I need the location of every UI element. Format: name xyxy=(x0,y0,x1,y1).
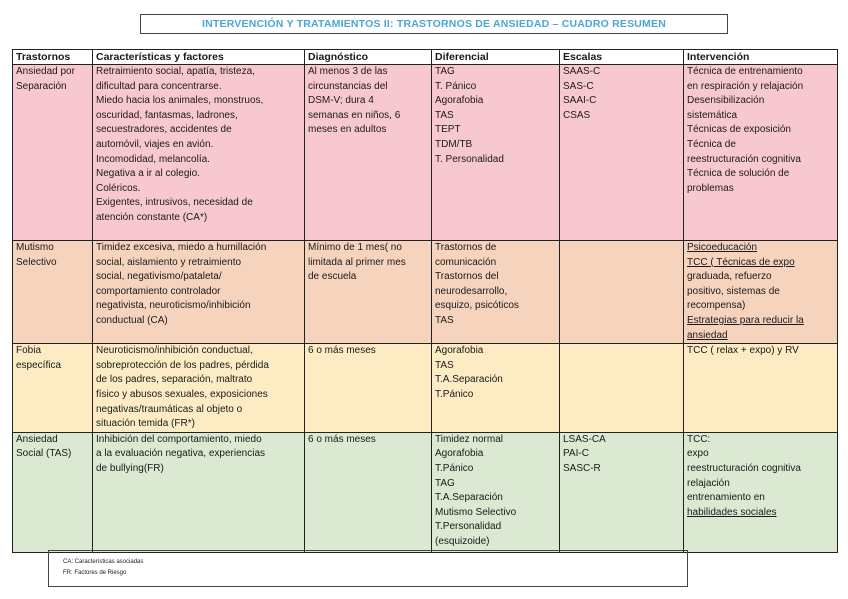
cell-line: SAS-C xyxy=(563,80,594,92)
cell-differential xyxy=(432,344,560,433)
cell-line: entrenamiento en xyxy=(687,492,765,504)
cell-line: Mínimo de 1 mes( no xyxy=(308,242,402,253)
cell-diagnosis xyxy=(305,344,432,433)
cell-disorder xyxy=(13,241,93,344)
cell-line: positivo, sistemas de xyxy=(687,285,780,297)
cell-line: Desensibilización xyxy=(687,95,765,107)
cell-line: DSM-V; dura 4 xyxy=(308,95,374,107)
cell-diagnosis xyxy=(305,432,432,552)
header-diferencial: Diferencial xyxy=(432,50,560,65)
cell-line: Agorafobia xyxy=(435,345,484,357)
cell-diagnosis xyxy=(305,241,432,344)
cell-line: atención constante (CA*) xyxy=(96,211,208,223)
cell-line: SAAI-C xyxy=(563,95,597,107)
cell-intervention xyxy=(684,65,838,241)
cell-line: SASC-R xyxy=(563,462,601,474)
footnotes-box xyxy=(48,550,688,587)
cell-line: 6 o más meses xyxy=(308,345,376,357)
cell-line: PAI-C xyxy=(563,448,589,460)
cell-line: situación temida (FR*) xyxy=(96,418,195,430)
cell-line: Mutismo xyxy=(16,242,54,253)
cell-line: Al menos 3 de las xyxy=(308,66,388,77)
table-row xyxy=(13,65,838,241)
cell-line: Social (TAS) xyxy=(16,448,72,460)
cell-line: sobreprotección de los padres, pérdida xyxy=(96,359,269,371)
cell-line: recompensa) xyxy=(687,300,746,312)
cell-intervention xyxy=(684,432,838,552)
cell-line: social, aislamiento y retraimiento xyxy=(96,256,242,268)
document-title: INTERVENCIÓN Y TRATAMIENTOS II: TRASTORNOS DE ANSIEDAD – CUADRO RESUMEN xyxy=(140,14,728,34)
cell-line: TCC ( Técnicas de expo xyxy=(687,256,795,268)
cell-line: Fobia xyxy=(16,345,42,357)
cell-line: automóvil, viajes en avión. xyxy=(96,138,214,150)
cell-line: Negativa a ir al colegio. xyxy=(96,168,200,180)
cell-line: Timidez normal xyxy=(435,433,503,445)
cell-line: T.A.Separación xyxy=(435,492,503,504)
cell-line: físico y abusos sexuales, exposiciones xyxy=(96,388,268,400)
cell-line: habilidades sociales xyxy=(687,506,777,518)
table-header-row xyxy=(13,50,838,65)
cell-features xyxy=(93,241,305,344)
cell-line: T.Personalidad xyxy=(435,521,502,533)
header-escalas: Escalas xyxy=(560,50,684,65)
header-caracteristicas: Características y factores xyxy=(93,50,305,65)
cell-line: Mutismo Selectivo xyxy=(435,506,517,518)
cell-line: ansiedad xyxy=(687,329,728,341)
cell-line: Separación xyxy=(16,80,67,92)
cell-line: específica xyxy=(16,359,62,371)
cell-diagnosis xyxy=(305,65,432,241)
cell-line: TAS xyxy=(435,314,454,326)
cell-line: social, negativismo/pataleta/ xyxy=(96,271,222,283)
cell-line: negativas/traumáticas al objeto o xyxy=(96,403,243,415)
cell-features xyxy=(93,65,305,241)
cell-line: secuestradores, accidentes de xyxy=(96,124,232,136)
cell-line: TCC ( relax + expo) y RV xyxy=(687,345,799,357)
cell-line: TAG xyxy=(435,66,455,77)
cell-line: TAS xyxy=(435,359,454,371)
cell-disorder xyxy=(13,432,93,552)
cell-line: graduada, refuerzo xyxy=(687,271,772,283)
cell-line: Incomodidad, melancolía. xyxy=(96,153,210,165)
cell-line: comportamiento controlador xyxy=(96,285,221,297)
cell-line: Retraimiento social, apatía, tristeza, xyxy=(96,66,255,77)
cell-line: Selectivo xyxy=(16,256,57,268)
cell-scales xyxy=(560,432,684,552)
cell-line: Estrategias para reducir la xyxy=(687,314,804,326)
cell-line: T.Pánico xyxy=(435,388,474,400)
cell-line: T. Personalidad xyxy=(435,153,504,165)
cell-line: Inhibición del comportamiento, miedo xyxy=(96,433,262,445)
cell-line: reestructuración cognitiva xyxy=(687,153,801,165)
cell-line: neurodesarrollo, xyxy=(435,285,508,297)
cell-line: esquizo, psicóticos xyxy=(435,300,519,312)
cell-intervention xyxy=(684,241,838,344)
cell-line: TDM/TB xyxy=(435,138,473,150)
cell-line: Ansiedad xyxy=(16,433,58,445)
cell-line: Neuroticismo/inhibición conductual, xyxy=(96,345,253,357)
cell-line: T.Pánico xyxy=(435,462,474,474)
cell-line: T.A.Separación xyxy=(435,374,503,386)
cell-line: conductual (CA) xyxy=(96,314,168,326)
cell-scales xyxy=(560,344,684,433)
cell-line: relajación xyxy=(687,477,730,489)
cell-line: LSAS-CA xyxy=(563,433,606,445)
cell-disorder xyxy=(13,344,93,433)
footnote-fr: FR: Factores de Riesgo xyxy=(63,570,127,576)
cell-line: oscuridad, fantasmas, ladrones, xyxy=(96,109,238,121)
cell-line: Psicoeducación xyxy=(687,242,758,253)
cell-line: circunstancias del xyxy=(308,80,388,92)
cell-differential xyxy=(432,432,560,552)
cell-line: de los padres, separación, maltrato xyxy=(96,374,253,386)
cell-line: negativista, neuroticismo/inhibición xyxy=(96,300,251,312)
cell-line: TAS xyxy=(435,109,454,121)
table-row xyxy=(13,432,838,552)
cell-scales xyxy=(560,241,684,344)
cell-line: en respiración y relajación xyxy=(687,80,804,92)
cell-line: sistemática xyxy=(687,109,738,121)
cell-line: a la evaluación negativa, experiencias xyxy=(96,448,265,460)
cell-line: de bullying(FR) xyxy=(96,462,164,474)
cell-differential xyxy=(432,241,560,344)
cell-line: TCC: xyxy=(687,433,711,445)
header-trastornos: Trastornos xyxy=(13,50,93,65)
cell-line: de escuela xyxy=(308,271,357,283)
cell-line: Técnica de entrenamiento xyxy=(687,66,803,77)
cell-line: dificultad para concentrarse. xyxy=(96,80,222,92)
cell-differential xyxy=(432,65,560,241)
cell-line: Técnicas de exposición xyxy=(687,124,791,136)
header-diagnostico: Diagnóstico xyxy=(305,50,432,65)
cell-line: semanas en niños, 6 xyxy=(308,109,401,121)
cell-features xyxy=(93,344,305,433)
cell-scales xyxy=(560,65,684,241)
cell-features xyxy=(93,432,305,552)
cell-line: T. Pánico xyxy=(435,80,477,92)
cell-line: 6 o más meses xyxy=(308,433,376,445)
cell-line: SAAS-C xyxy=(563,66,601,77)
cell-line: expo xyxy=(687,448,709,460)
header-intervencion: Intervención xyxy=(684,50,838,65)
cell-line: Agorafobia xyxy=(435,95,484,107)
cell-line: (esquizoide) xyxy=(435,535,490,547)
cell-line: meses en adultos xyxy=(308,124,387,136)
cell-line: reestructuración cognitiva xyxy=(687,462,801,474)
cell-line: Timidez excesiva, miedo a humillación xyxy=(96,242,267,253)
cell-line: Trastornos de xyxy=(435,242,497,253)
cell-line: Ansiedad por xyxy=(16,66,75,77)
footnote-ca: CA: Características asociadas xyxy=(63,559,144,565)
cell-line: CSAS xyxy=(563,109,591,121)
cell-line: Trastornos del xyxy=(435,271,499,283)
cell-line: Exigentes, intrusivos, necesidad de xyxy=(96,197,253,209)
table-row xyxy=(13,344,838,433)
cell-line: problemas xyxy=(687,182,734,194)
cell-line: limitada al primer mes xyxy=(308,256,406,268)
cell-line: TEPT xyxy=(435,124,461,136)
cell-disorder xyxy=(13,65,93,241)
cell-line: Técnica de xyxy=(687,138,736,150)
cell-intervention xyxy=(684,344,838,433)
cell-line: comunicación xyxy=(435,256,497,268)
cell-line: TAG xyxy=(435,477,455,489)
summary-table xyxy=(12,49,838,553)
cell-line: Agorafobia xyxy=(435,448,484,460)
cell-line: Técnica de solución de xyxy=(687,168,790,180)
cell-line: Coléricos. xyxy=(96,182,141,194)
cell-line: Miedo hacia los animales, monstruos, xyxy=(96,95,264,107)
table-row xyxy=(13,241,838,344)
